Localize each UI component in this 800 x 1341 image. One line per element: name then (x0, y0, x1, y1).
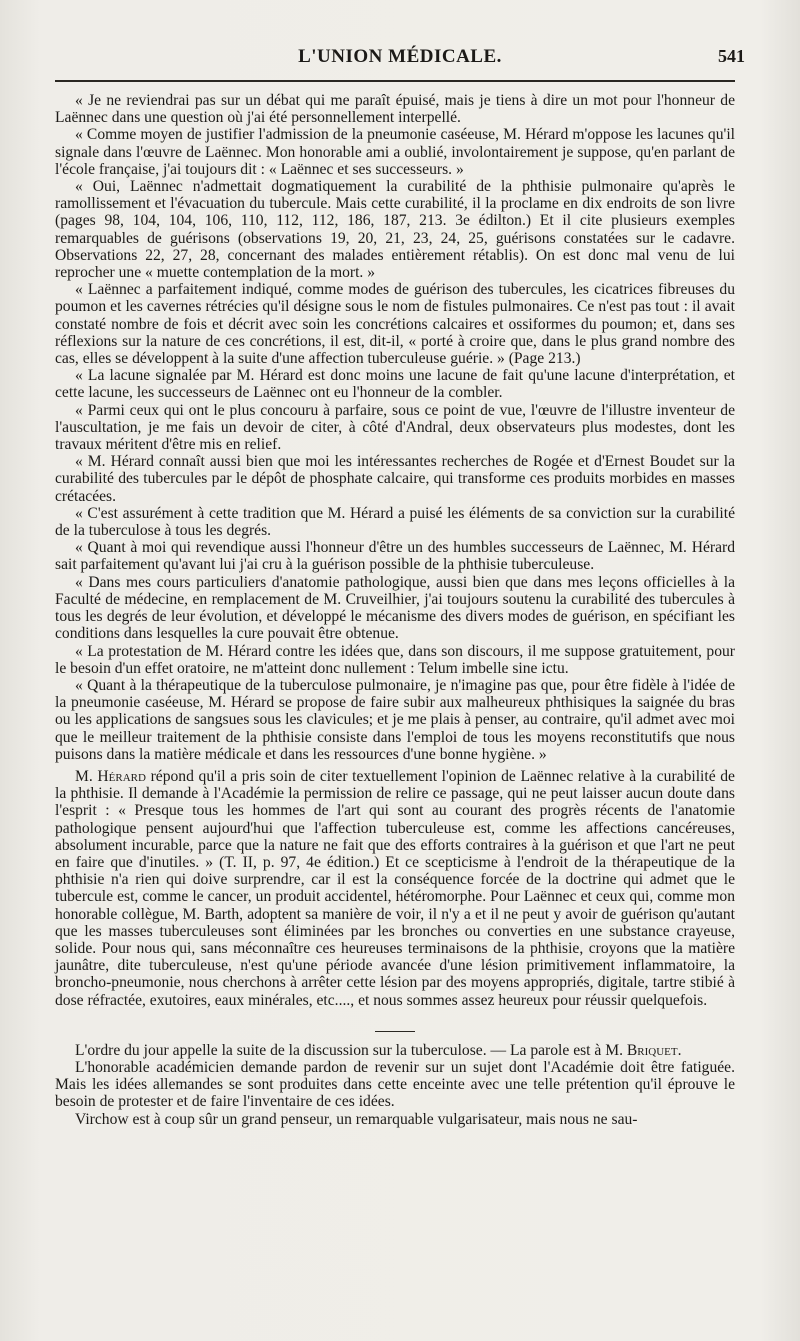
reply-text: répond qu'il a pris soin de citer textuellement l'opinion de Laënnec relative à la curabilité de la phthisie. Il demande à l'Académie la permission de relire ce passage, qui ne peut laisser aucun doute dans l'esprit : « Presque tous les hommes de l'art qui sont au courant des progrès récents de l'anatomie pathologique pensent aujourd'hui que l'affection tuberculeuse est, comme les affections cancéreuses, absolument incurable, parce que la nature ne fait que des efforts contraires à la guérison et que l'art ne peut en faire que d'inutiles. » (T. II, p. 97, 4e édition.) Et ce scepticisme à l'endroit de la thérapeutique de la phthisie n'a rien qui doive surprendre, car il est la conséquence forcée de la doctrine qui admet que le tubercule est, comme le cancer, un produit accidentel, hétéromorphe. Pour Laënnec et ceux qui, comme mon honorable collègue, M. Barth, adoptent sa manière de voir, il n'y a et il ne peut y avoir de guérison qu'autant que les masses tuberculeuses sont éliminées par les bronches ou converties en une substance crayeuse, solide. Pour nous qui, sans méconnaître ces heureuses terminaisons de la phthisie, croyons que la matière jaunâtre, dite tuberculeuse, n'est qu'une période avancée d'une lésion primitivement inflammatoire, la broncho-pneumonie, nous cherchons à arrêter cette lésion par des moyens appropriés, digitale, tartre stibié à dose réfractée, exutoires, eaux minérales, etc...., et nous sommes assez heureux pour réussir quelquefois. (55, 767, 735, 1009)
journal-title: L'UNION MÉDICALE. (298, 46, 502, 67)
agenda-text: L'ordre du jour appelle la suite de la discussion sur la tuberculose. — La parole est à (75, 1041, 606, 1059)
section-divider (375, 1031, 415, 1032)
paragraph: « Je ne reviendrai pas sur un débat qui me paraît épuisé, mais je tiens à dire un mot pour l'honneur de Laënnec dans une question où j'ai été personnellement interpellé. (55, 92, 735, 127)
page-number: 541 (718, 46, 745, 66)
paragraph: « Parmi ceux qui ont le plus concouru à parfaire, sous ce point de vue, l'œuvre de l'illustre inventeur de l'auscultation, je me fais un devoir de citer, à côté d'Andral, deux observateurs plus modestes, dont les travaux méritent d'être mis en relief. (55, 401, 735, 454)
speaker-name: M. Hérard (75, 767, 146, 785)
speaker-name: M. Briquet. (605, 1041, 682, 1059)
paragraph: « Laënnec a parfaitement indiqué, comme modes de guérison des tubercules, les cicatrices fibreuses du poumon et les cavernes rétrécies qu'il désigne sous le nom de fistules pulmonaires. Ce n'est pas tout : il avait constaté nombre de fois et décrit avec soin les concrétions calcaires et ossiformes du poumon; et, dans ses réflexions sur la nature de ces concrétions, il est, dit-il, « porté à croire que, dans le plus grand nombre des cas, elles se développent à la suite d'une affection tuberculeuse guérie. » (Page 213.) (55, 281, 735, 368)
article-body (55, 92, 735, 1128)
herard-reply (55, 768, 735, 1009)
paragraph: « C'est assurément à cette tradition que M. Hérard a puisé les éléments de sa conviction sur la curabilité de la tuberculose à tous les degrés. (55, 504, 735, 540)
running-header (55, 46, 745, 74)
paragraph: « M. Hérard connaît aussi bien que moi les intéressantes recherches de Rogée et d'Ernest Boudet sur la curabilité des tubercules par le dépôt de phosphate calcaire, qui transforme ces produits morbides en masses crétacées. (55, 453, 735, 505)
paragraph: Virchow est à coup sûr un grand penseur, un remarquable vulgarisateur, mais nous ne sau- (75, 1110, 638, 1128)
paragraph: « La protestation de M. Hérard contre les idées que, dans son discours, il me suppose gratuitement, pour le besoin d'un effet oratoire, ne m'atteint donc nullement : Telum imbelle sine ictu. (55, 642, 735, 677)
paragraph: « La lacune signalée par M. Hérard est donc moins une lacune de fait qu'une lacune d'interprétation, et cette lacune, les successeurs de Laënnec ont eu l'honneur de la combler. (55, 367, 735, 402)
paragraph: « Comme moyen de justifier l'admission de la pneumonie caséeuse, M. Hérard m'oppose les lacunes qu'il signale dans l'œuvre de Laënnec. Mon honorable ami a oublié, involontairement je suppose, qu'en parlant de l'école française, j'ai toujours dit : « Laënnec et ses successeurs. » (55, 126, 735, 178)
paragraph: « Dans mes cours particuliers d'anatomie pathologique, aussi bien que dans mes leçons officielles à la Faculté de médecine, en remplacement de M. Cruveilhier, j'ai toujours soutenu la curabilité des tubercules à tous les degrés de leur évolution, et développé le mécanisme des divers modes de guérison, en spécifiant les conditions dans lesquelles la cure pouvait être obtenue. (55, 573, 735, 643)
header-rule (55, 80, 735, 82)
paragraph: « Quant à moi qui revendique aussi l'honneur d'être un des humbles successeurs de Laënnec, M. Hérard sait parfaitement qu'avant lui j'ai cru à la guérison possible de la phthisie tuberculeuse. (55, 539, 735, 574)
paragraph: L'honorable académicien demande pardon de revenir sur un sujet dont l'Académie doit être fatiguée. Mais les idées allemandes se sont produites dans cette enceinte avec une telle prétention qu'il éprouve le besoin de protester et de faire l'inventaire de ces idées. (55, 1058, 735, 1111)
paragraph: « Oui, Laënnec n'admettait dogmatiquement la curabilité de la phthisie pulmonaire qu'après le ramollissement et l'évacuation du tubercule. Mais cette curabilité, il la proclame en dix endroits de son livre (pages 98, 104, 104, 106, 110, 112, 112, 186, 187, 213. 3e édilton.) Et il cite plusieurs exemples remarquables de guérisons (observations 19, 20, 21, 23, 24, 25, guérisons constatées sur le cadavre. Observations 22, 27, 28, concernant des malades entièrement rétablis). On est donc mal venu de lui reprocher une « muette contemplation de la mort. » (55, 178, 735, 282)
agenda-paragraph (55, 1042, 735, 1059)
paragraph: « Quant à la thérapeutique de la tuberculose pulmonaire, je n'imagine pas que, pour être fidèle à l'idée de la pneumonie caséeuse, M. Hérard se propose de faire subir aux malheureux phthisiques la saignée du bras ou les applications de sangsues sous les clavicules; et je me plais à penser, au contraire, qu'il admet avec moi que le meilleur traitement de la phthisie consiste dans l'emploi de tous les moyens reconstitutifs que nous puisons dans la matière médicale et dans les ressources d'une bonne hygiène. » (55, 676, 735, 763)
